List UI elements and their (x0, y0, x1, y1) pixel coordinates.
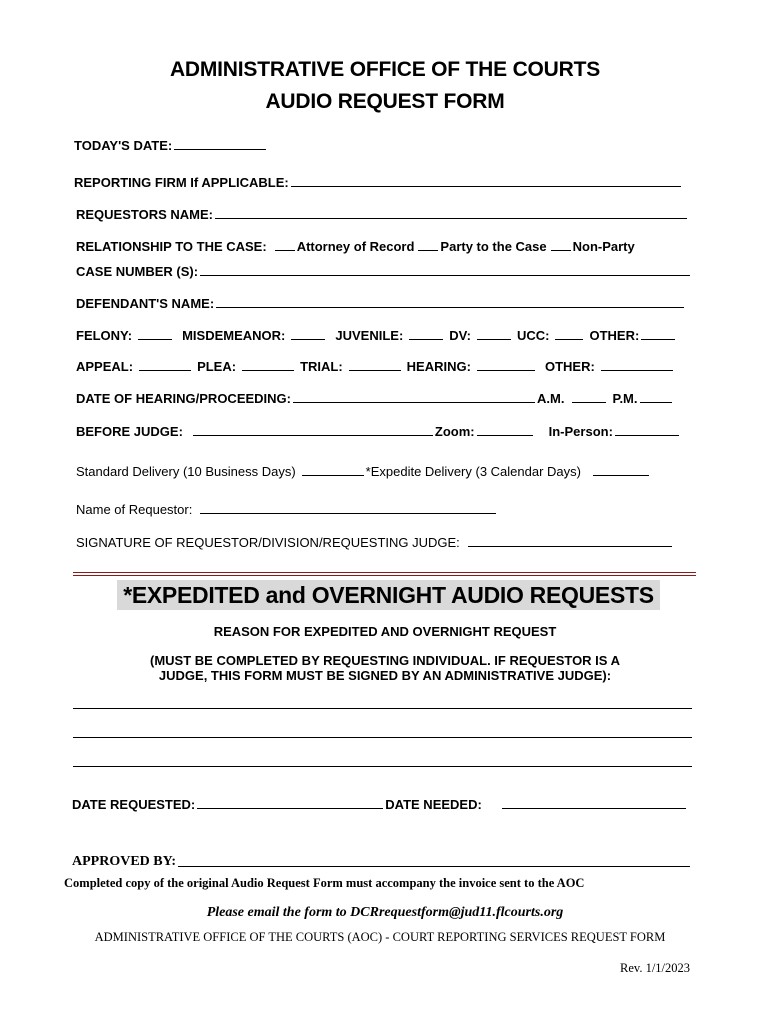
requestors-name-blank[interactable] (215, 217, 687, 219)
date-needed-label: DATE NEEDED: (385, 797, 482, 812)
todays-date-label: TODAY'S DATE: (74, 138, 173, 153)
date-needed-blank[interactable] (502, 807, 686, 809)
appeal-label: APPEAL: (76, 359, 134, 374)
before-judge-blank[interactable] (193, 434, 433, 436)
name-of-requestor-row (76, 502, 498, 517)
felony-blank[interactable] (138, 338, 172, 340)
hearing-blank[interactable] (477, 369, 535, 371)
am-label: A.M. (537, 391, 565, 406)
party-to-case-blank[interactable] (418, 249, 438, 251)
am-blank[interactable] (572, 401, 606, 403)
defendants-name-blank[interactable] (216, 306, 684, 308)
attorney-of-record-label: Attorney of Record (296, 239, 415, 254)
completed-copy-note: Completed copy of the original Audio Request Form must accompany the invoice sent to the AOC (64, 876, 585, 890)
appeal-blank[interactable] (139, 369, 191, 371)
ucc-label: UCC: (516, 328, 550, 343)
attorney-of-record-blank[interactable] (275, 249, 295, 251)
in-person-label: In-Person: (548, 424, 613, 439)
relationship-row (76, 239, 635, 254)
date-of-hearing-label: DATE OF HEARING/PROCEEDING: (76, 391, 291, 406)
section-divider (73, 572, 696, 576)
defendants-name-label: DEFENDANT'S NAME: (76, 296, 215, 311)
non-party-blank[interactable] (551, 249, 571, 251)
pm-label: P.M. (612, 391, 638, 406)
approved-by-blank[interactable] (178, 865, 690, 867)
case-number-label: CASE NUMBER (S): (76, 264, 199, 279)
todays-date-blank[interactable] (174, 148, 266, 150)
felony-label: FELONY: (76, 328, 133, 343)
standard-delivery-blank[interactable] (302, 474, 364, 476)
hearing-label: HEARING: (406, 359, 471, 374)
in-person-blank[interactable] (615, 434, 679, 436)
reason-heading: REASON FOR EXPEDITED AND OVERNIGHT REQUEST (213, 624, 557, 639)
case-type-row (76, 328, 677, 343)
reporting-firm-blank[interactable] (291, 185, 681, 187)
other-case-type-blank[interactable] (641, 338, 675, 340)
form-title-line1: ADMINISTRATIVE OFFICE OF THE COURTS (169, 58, 601, 81)
requestors-name-label: REQUESTORS NAME: (76, 207, 213, 222)
plea-label: PLEA: (197, 359, 237, 374)
instruction-line1: (MUST BE COMPLETED BY REQUESTING INDIVIDUAL. IF REQUESTOR IS A (150, 653, 620, 668)
signature-row (76, 535, 674, 550)
date-requested-label: DATE REQUESTED: (72, 797, 196, 812)
ucc-blank[interactable] (555, 338, 583, 340)
delivery-row (76, 464, 651, 479)
juvenile-blank[interactable] (409, 338, 443, 340)
dv-label: DV: (449, 328, 471, 343)
other-proceeding-blank[interactable] (601, 369, 673, 371)
plea-blank[interactable] (242, 369, 294, 371)
dv-blank[interactable] (477, 338, 511, 340)
email-note: Please email the form to DCRrequestform@jud11.flcourts.org (206, 905, 564, 920)
date-of-hearing-blank[interactable] (293, 401, 535, 403)
standard-delivery-label: Standard Delivery (10 Business Days) (76, 464, 296, 479)
form-title-line2: AUDIO REQUEST FORM (265, 90, 505, 113)
signature-blank[interactable] (468, 545, 672, 547)
zoom-blank[interactable] (477, 434, 533, 436)
case-number-blank[interactable] (200, 274, 690, 276)
reason-line-2[interactable] (73, 737, 692, 738)
proceeding-type-row (76, 359, 675, 374)
trial-blank[interactable] (349, 369, 401, 371)
todays-date-row (74, 138, 268, 153)
pm-blank[interactable] (640, 401, 672, 403)
misdemeanor-blank[interactable] (291, 338, 325, 340)
other-case-type-label: OTHER: (589, 328, 640, 343)
party-to-case-label: Party to the Case (440, 239, 547, 254)
trial-label: TRIAL: (300, 359, 343, 374)
defendants-name-row (76, 296, 686, 311)
aoc-form-line: ADMINISTRATIVE OFFICE OF THE COURTS (AOC) - COURT REPORTING SERVICES REQUEST FORM (94, 930, 666, 944)
approved-by-label: APPROVED BY: (72, 854, 177, 869)
case-number-row (76, 264, 692, 279)
other-proceeding-label: OTHER: (544, 359, 595, 374)
date-requested-row (72, 797, 688, 812)
misdemeanor-label: MISDEMEANOR: (182, 328, 286, 343)
approved-by-row (72, 854, 692, 870)
reporting-firm-row (74, 175, 683, 190)
revision-date: Rev. 1/1/2023 (620, 961, 691, 975)
requestors-name-row (76, 207, 689, 222)
relationship-label: RELATIONSHIP TO THE CASE: (76, 239, 267, 254)
name-of-requestor-blank[interactable] (200, 512, 496, 514)
before-judge-row (76, 424, 681, 439)
date-of-hearing-row (76, 391, 674, 406)
expedite-delivery-blank[interactable] (593, 474, 649, 476)
juvenile-label: JUVENILE: (335, 328, 404, 343)
expedite-delivery-label: *Expedite Delivery (3 Calendar Days) (365, 464, 581, 479)
non-party-label: Non-Party (572, 239, 635, 254)
reason-line-3[interactable] (73, 766, 692, 767)
before-judge-label: BEFORE JUDGE: (76, 424, 183, 439)
reason-line-1[interactable] (73, 708, 692, 709)
expedited-banner: *EXPEDITED and OVERNIGHT AUDIO REQUESTS (117, 580, 660, 610)
date-requested-blank[interactable] (197, 807, 383, 809)
name-of-requestor-label: Name of Requestor: (76, 502, 193, 517)
instruction-line2: JUDGE, THIS FORM MUST BE SIGNED BY AN ADMINISTRATIVE JUDGE): (158, 668, 612, 683)
zoom-label: Zoom: (434, 424, 475, 439)
reporting-firm-label: REPORTING FIRM If APPLICABLE: (74, 175, 289, 190)
signature-label: SIGNATURE OF REQUESTOR/DIVISION/REQUESTING JUDGE: (76, 535, 460, 550)
